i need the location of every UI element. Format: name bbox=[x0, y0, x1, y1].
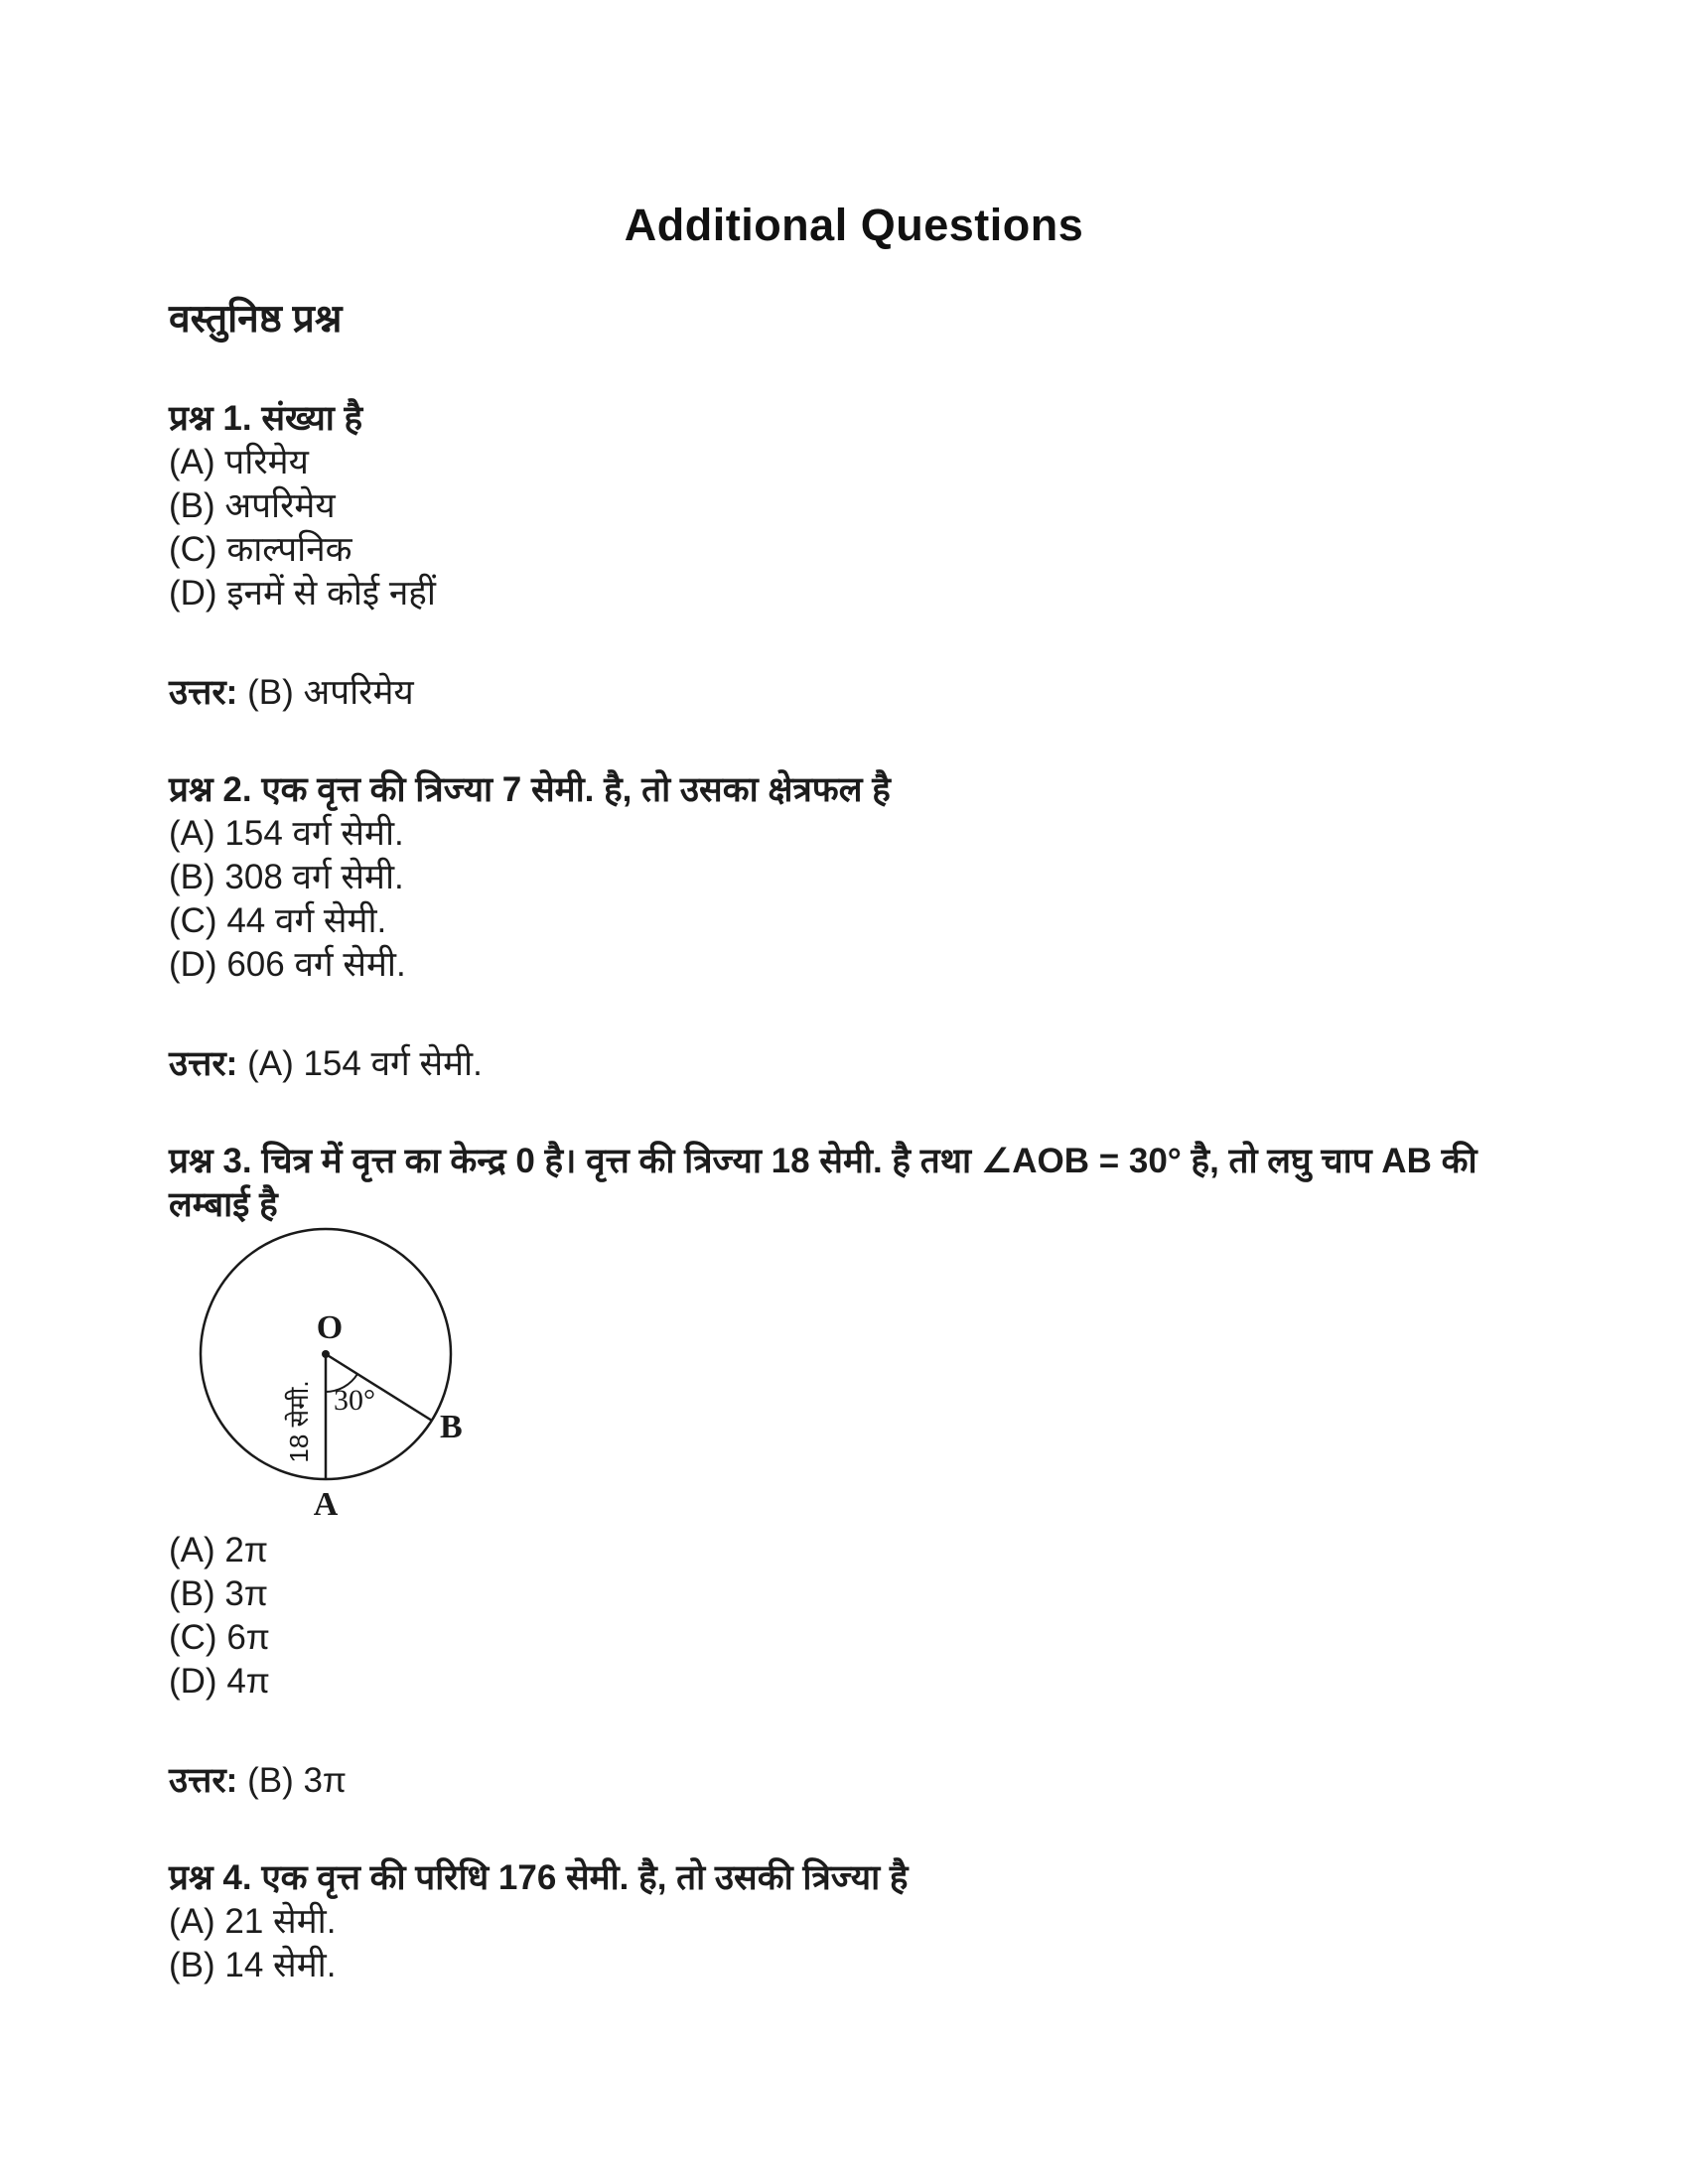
answer-text: (B) अपरिमेय bbox=[247, 673, 414, 712]
option-text: 4π bbox=[226, 1662, 270, 1701]
question-4-text bbox=[169, 1856, 1539, 1900]
option-text: 14 सेमी. bbox=[224, 1946, 337, 1984]
question-1-option-d bbox=[169, 572, 1539, 615]
option-key: (B) bbox=[169, 858, 215, 896]
question-1-option-a bbox=[169, 441, 1539, 484]
answer-label: उत्तर: bbox=[169, 673, 238, 712]
diagram-angle-label: 30° bbox=[334, 1384, 375, 1417]
option-text: 154 वर्ग सेमी. bbox=[224, 814, 404, 853]
option-text: इनमें से कोई नहीं bbox=[226, 574, 436, 613]
section-heading: वस्तुनिष्ठ प्रश्न bbox=[169, 298, 343, 341]
option-key: (A) bbox=[169, 443, 215, 481]
question-3-option-b bbox=[169, 1572, 1539, 1616]
option-text: 308 वर्ग सेमी. bbox=[224, 858, 404, 896]
question-2-option-c bbox=[169, 899, 1539, 943]
option-key: (C) bbox=[169, 1618, 217, 1657]
answer-label: उत्तर: bbox=[169, 1044, 238, 1083]
question-3-option-a bbox=[169, 1529, 1539, 1572]
question-block-2 bbox=[169, 768, 1539, 1086]
option-text: 3π bbox=[224, 1574, 269, 1613]
question-3-option-d bbox=[169, 1660, 1539, 1704]
question-2-body: एक वृत्त की त्रिज्या 7 सेमी. है, तो उसका क्षेत्रफल है bbox=[261, 770, 891, 809]
question-3-body: चित्र में वृत्त का केन्द्र 0 है। वृत्त की त्रिज्या 18 सेमी. है तथा ∠AOB = 30° है, तो लघु चाप AB की लम्बाई है bbox=[169, 1142, 1477, 1224]
diagram-center-o-label: O bbox=[316, 1309, 344, 1346]
option-key: (B) bbox=[169, 1946, 215, 1984]
question-1-number: प्रश्न 1. bbox=[169, 399, 252, 438]
answer-text: (B) 3π bbox=[247, 1761, 348, 1800]
question-block-1 bbox=[169, 397, 1539, 715]
diagram-point-a-label: A bbox=[313, 1486, 339, 1523]
circle-diagram-svg bbox=[197, 1227, 524, 1525]
option-key: (C) bbox=[169, 901, 217, 940]
question-1-body: संख्या है bbox=[261, 399, 363, 438]
question-1-text bbox=[169, 397, 1539, 441]
question-1-option-c bbox=[169, 528, 1539, 572]
option-key: (A) bbox=[169, 1902, 215, 1941]
option-key: (D) bbox=[169, 574, 217, 613]
question-3-options bbox=[169, 1529, 1539, 1704]
answer-label: उत्तर: bbox=[169, 1761, 238, 1800]
option-key: (A) bbox=[169, 1531, 215, 1570]
diagram-point-b-label: B bbox=[440, 1409, 463, 1445]
option-key: (D) bbox=[169, 1662, 217, 1701]
option-key: (B) bbox=[169, 1574, 215, 1613]
question-1-option-b bbox=[169, 484, 1539, 528]
question-4-body: एक वृत्त की परिधि 176 सेमी. है, तो उसकी त्रिज्या है bbox=[261, 1858, 909, 1897]
option-text: 6π bbox=[226, 1618, 270, 1657]
option-text: 606 वर्ग सेमी. bbox=[226, 945, 406, 984]
question-3-text bbox=[169, 1140, 1539, 1227]
question-2-option-d bbox=[169, 943, 1539, 987]
option-key: (B) bbox=[169, 486, 215, 525]
question-block-3 bbox=[169, 1140, 1539, 1803]
option-text: 2π bbox=[224, 1531, 269, 1570]
question-2-option-a bbox=[169, 812, 1539, 856]
option-text: 21 सेमी. bbox=[224, 1902, 337, 1941]
question-2-text bbox=[169, 768, 1539, 812]
option-text: काल्पनिक bbox=[226, 530, 352, 569]
option-key: (C) bbox=[169, 530, 217, 569]
question-2-option-b bbox=[169, 856, 1539, 899]
question-4-number: प्रश्न 4. bbox=[169, 1858, 252, 1897]
question-block-4 bbox=[169, 1856, 1539, 1987]
question-2-answer bbox=[169, 1042, 1539, 1086]
question-4-option-b bbox=[169, 1944, 1539, 1987]
option-key: (D) bbox=[169, 945, 217, 984]
answer-text: (A) 154 वर्ग सेमी. bbox=[247, 1044, 483, 1083]
question-1-answer bbox=[169, 671, 1539, 715]
option-text: परिमेय bbox=[224, 443, 309, 481]
option-text: अपरिमेय bbox=[224, 486, 336, 525]
question-3-option-c bbox=[169, 1616, 1539, 1660]
page-title: Additional Questions bbox=[624, 200, 1084, 250]
option-text: 44 वर्ग सेमी. bbox=[226, 901, 387, 940]
question-3-number: प्रश्न 3. bbox=[169, 1142, 252, 1180]
question-2-number: प्रश्न 2. bbox=[169, 770, 252, 809]
question-4-option-a bbox=[169, 1900, 1539, 1944]
diagram-radius-label: 18 सेमी. bbox=[284, 1380, 314, 1463]
question-3-answer bbox=[169, 1759, 1539, 1803]
option-key: (A) bbox=[169, 814, 215, 853]
circle-diagram bbox=[197, 1227, 524, 1525]
